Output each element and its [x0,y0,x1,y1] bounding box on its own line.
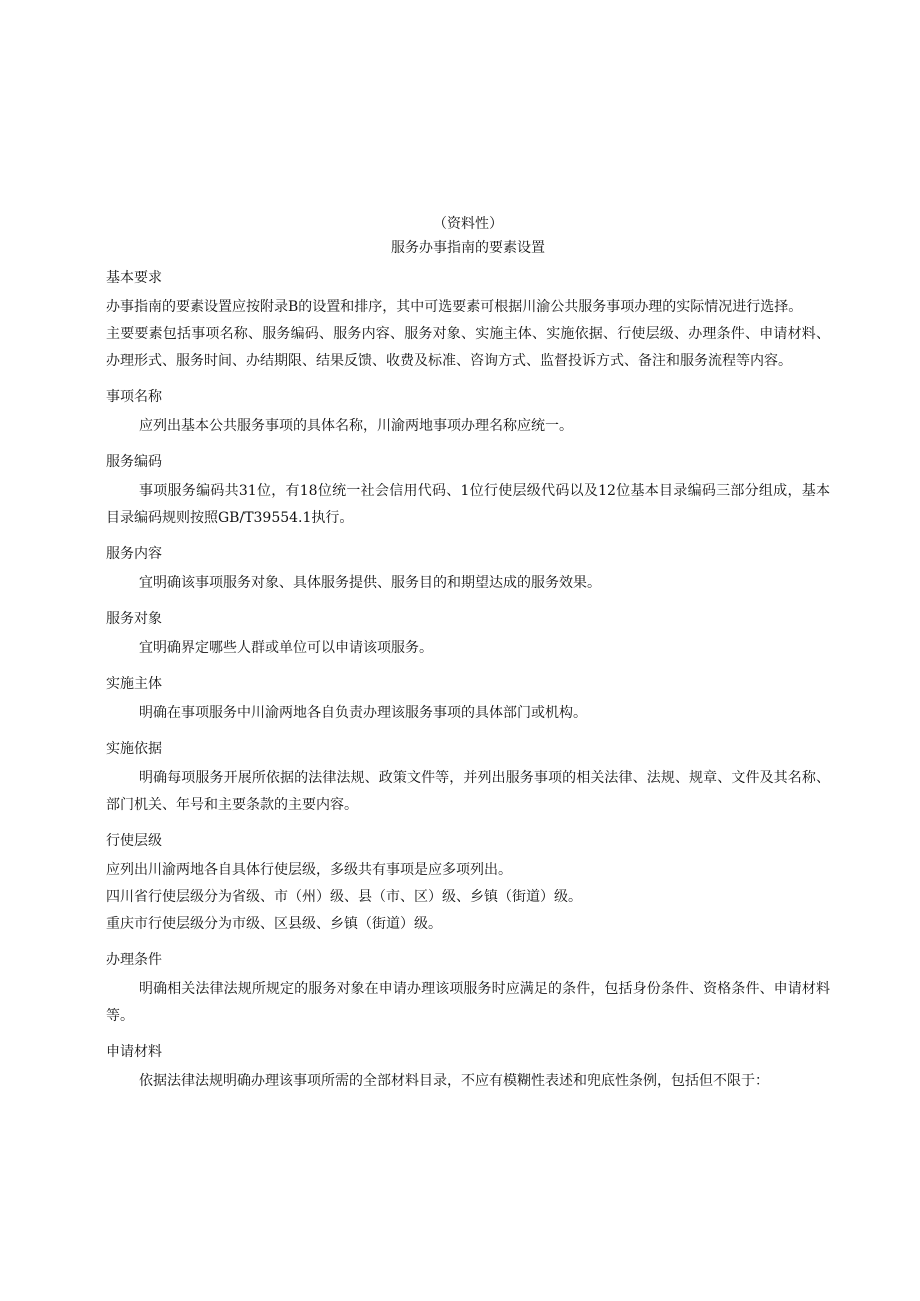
section-heading: 事项名称 [106,389,162,405]
section-heading: 办理条件 [106,952,162,968]
section-heading: 服务内容 [106,546,162,562]
section-application-materials [106,1042,830,1095]
section-exercise-level [106,831,830,938]
section-paragraph: 事项服务编码共31位，有18位统一社会信用代码、1位行使层级代码以及12位基本目录编码三部分组成，基本目录编码规则按照GB/T39554.1执行。 [106,483,830,526]
section-paragraph: 明确每项服务开展所依据的法律法规、政策文件等，并列出服务事项的相关法律、法规、规章、文件及其名称、部门机关、年号和主要条款的主要内容。 [106,770,830,813]
section-paragraph: 宜明确该事项服务对象、具体服务提供、服务目的和期望达成的服务效果。 [139,575,601,591]
section-paragraph: 明确相关法律法规所规定的服务对象在申请办理该项服务时应满足的条件，包括身份条件、资格条件、申请材料等。 [106,981,830,1024]
section-paragraph: 办事指南的要素设置应按附录B的设置和排序，其中可选要素可根据川渝公共服务事项办理的实际情况进行选择。 [106,299,803,315]
section-service-code [106,452,830,532]
section-paragraph: 主要要素包括事项名称、服务编码、服务内容、服务对象、实施主体、实施依据、行使层级、办理条件、申请材料、办理形式、服务时间、办结期限、结果反馈、收费及标准、咨询方式、监督投诉方式、备注和服务流程等内容。 [106,326,830,369]
section-handling-conditions [106,950,830,1030]
section-paragraph: 明确在事项服务中川渝两地各自负责办理该服务事项的具体部门或机构。 [139,705,587,721]
section-paragraph: 应列出川渝两地各自具体行使层级，多级共有事项是应多项列出。 [106,862,512,878]
section-heading: 行使层级 [106,833,162,849]
section-item-name [106,387,830,440]
section-heading: 实施依据 [106,741,162,757]
section-implementing-body [106,674,830,727]
document-page [106,214,830,1095]
section-heading: 基本要求 [106,270,162,286]
section-paragraph: 四川省行使层级分为省级、市（州）级、县（市、区）级、乡镇（街道）级。 [106,889,582,905]
section-service-content [106,544,830,597]
section-implementing-basis [106,739,830,819]
section-paragraph: 应列出基本公共服务事项的具体名称，川渝两地事项办理名称应统一。 [139,418,573,434]
section-basic-requirements [106,268,830,375]
section-paragraph: 重庆市行使层级分为市级、区县级、乡镇（街道）级。 [106,916,442,932]
section-heading: 服务编码 [106,454,162,470]
section-heading: 服务对象 [106,611,162,627]
section-heading: 实施主体 [106,676,162,692]
section-paragraph: 宜明确界定哪些人群或单位可以申请该项服务。 [139,640,433,656]
annex-title: 服务办事指南的要素设置 [391,240,545,256]
section-heading: 申请材料 [106,1044,162,1060]
section-paragraph: 依据法律法规明确办理该事项所需的全部材料目录，不应有模糊性表述和兜底性条例，包括但不限于： [139,1073,769,1089]
annex-note: （资料性） [433,216,503,232]
section-service-target [106,609,830,662]
